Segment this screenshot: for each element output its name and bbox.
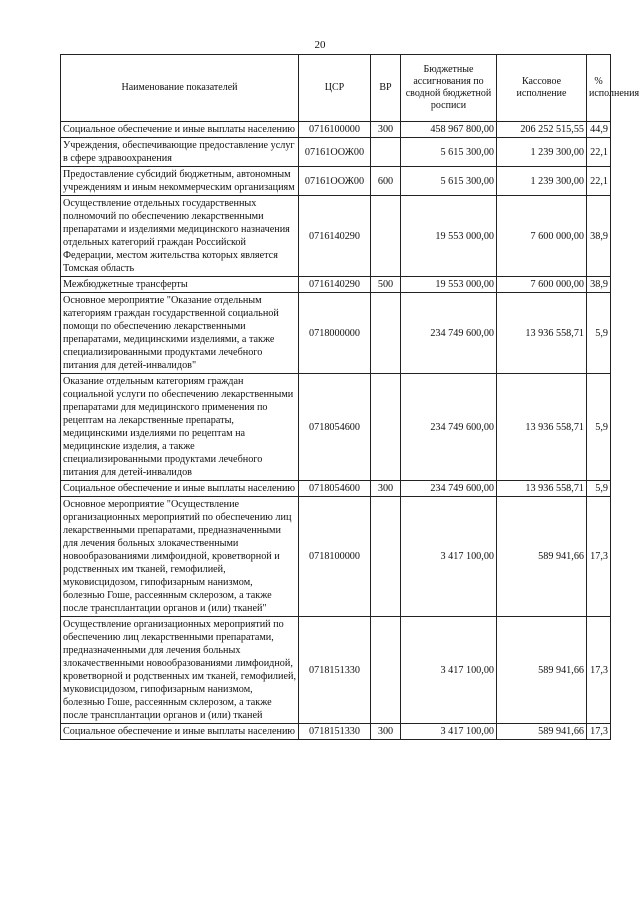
cell-cash: 7 600 000,00: [497, 196, 587, 277]
cell-code: 0716140290: [299, 277, 371, 293]
cell-budget: 3 417 100,00: [401, 497, 497, 617]
cell-cash: 206 252 515,55: [497, 122, 587, 138]
cell-cash: 13 936 558,71: [497, 293, 587, 374]
table-row: [61, 196, 611, 277]
cell-cash: 13 936 558,71: [497, 374, 587, 481]
cell-vr: 600: [371, 167, 401, 196]
cell-budget: 3 417 100,00: [401, 724, 497, 740]
table-row: [61, 617, 611, 724]
cell-pct: 38,9: [587, 277, 611, 293]
budget-table: [60, 54, 640, 740]
cell-code: 0718100000: [299, 497, 371, 617]
cell-pct: 38,9: [587, 196, 611, 277]
cell-name: Социальное обеспечение и иные выплаты населению: [61, 724, 299, 740]
cell-code: 0718000000: [299, 293, 371, 374]
cell-budget: 234 749 600,00: [401, 293, 497, 374]
cell-vr: 300: [371, 122, 401, 138]
cell-pct: 44,9: [587, 122, 611, 138]
cell-code: 0718151330: [299, 617, 371, 724]
cell-cash: 13 936 558,71: [497, 481, 587, 497]
cell-name: Оказание отдельным категориям граждан социальной услуги по обеспечению лекарственными препаратами для медицинского применения по рецептам на лекарственные препараты, медицинскими изделиями по рецептам на медицинские изделия, а также специализированными продуктами лечебного питания для детей-инвалидов: [61, 374, 299, 481]
header-vr: ВР: [371, 55, 401, 122]
cell-vr: [371, 617, 401, 724]
cell-budget: 19 553 000,00: [401, 196, 497, 277]
cell-pct: 22,1: [587, 138, 611, 167]
cell-code: 07161ООЖ00: [299, 167, 371, 196]
cell-budget: 5 615 300,00: [401, 167, 497, 196]
cell-cash: 1 239 300,00: [497, 167, 587, 196]
cell-vr: [371, 374, 401, 481]
table-row: [61, 122, 611, 138]
cell-cash: 7 600 000,00: [497, 277, 587, 293]
table-row: [61, 497, 611, 617]
header-code: ЦСР: [299, 55, 371, 122]
cell-name: Осуществление отдельных государственных полномочий по обеспечению лекарственными препаратами и изделиями медицинского назначения отдельных категорий граждан Российской Федерации, местом жительства которых является Томская область: [61, 196, 299, 277]
cell-pct: 17,3: [587, 724, 611, 740]
cell-name: Учреждения, обеспечивающие предоставление услуг в сфере здравоохранения: [61, 138, 299, 167]
cell-name: Основное мероприятие "Оказание отдельным категориям граждан государственной социальной помощи по обеспечению лекарственными препаратами, медицинскими изделиями, а также специализированными продуктами лечебного питания для детей-инвалидов": [61, 293, 299, 374]
header-cash: Кассовое исполнение: [497, 55, 587, 122]
cell-code: 0718054600: [299, 481, 371, 497]
cell-budget: 234 749 600,00: [401, 481, 497, 497]
cell-pct: 22,1: [587, 167, 611, 196]
header-pct: % исполнения: [587, 55, 611, 122]
cell-pct: 5,9: [587, 374, 611, 481]
cell-name: Основное мероприятие "Осуществление организационных мероприятий по обеспечению лиц лекарственными препаратами, предназначенными для лечения больных злокачественными новообразованиями лимфоидной, кроветворной и родственных им тканей, гемофилией, муковисцидозом, гипофизарным нанизмом, болезнью Гоше, рассеянным склерозом, а также после трансплантации органов и (или) тканей": [61, 497, 299, 617]
cell-code: 0718054600: [299, 374, 371, 481]
cell-code: 0716100000: [299, 122, 371, 138]
cell-vr: [371, 138, 401, 167]
table-row: [61, 293, 611, 374]
header-name: Наименование показателей: [61, 55, 299, 122]
cell-budget: 3 417 100,00: [401, 617, 497, 724]
cell-name: Межбюджетные трансферты: [61, 277, 299, 293]
header-budget: Бюджетные ассигнования по сводной бюджетной росписи: [401, 55, 497, 122]
cell-vr: [371, 196, 401, 277]
cell-cash: 1 239 300,00: [497, 138, 587, 167]
table-header-row: [61, 55, 611, 122]
cell-code: 0716140290: [299, 196, 371, 277]
cell-budget: 458 967 800,00: [401, 122, 497, 138]
cell-name: Осуществление организационных мероприятий по обеспечению лиц лекарственными препаратами, предназначенными для лечения больных злокачественными новообразованиями лимфоидной, кроветворной и родственных им тканей, гемофилией, муковисцидозом, гипофизарным нанизмом, болезнью Гоше, рассеянным склерозом, а также после трансплантации органов и (или) тканей: [61, 617, 299, 724]
cell-vr: 300: [371, 481, 401, 497]
table-row: [61, 138, 611, 167]
cell-budget: 19 553 000,00: [401, 277, 497, 293]
page-number: 20: [314, 39, 326, 51]
table-row: [61, 481, 611, 497]
cell-name: Предоставление субсидий бюджетным, автономным учреждениям и иным некоммерческим организациям: [61, 167, 299, 196]
cell-vr: [371, 293, 401, 374]
cell-vr: 500: [371, 277, 401, 293]
cell-code: 07161ООЖ00: [299, 138, 371, 167]
cell-name: Социальное обеспечение и иные выплаты населению: [61, 481, 299, 497]
cell-pct: 5,9: [587, 293, 611, 374]
cell-cash: 589 941,66: [497, 724, 587, 740]
cell-budget: 5 615 300,00: [401, 138, 497, 167]
table-body: [61, 122, 611, 740]
cell-pct: 17,3: [587, 497, 611, 617]
cell-vr: [371, 497, 401, 617]
table-row: [61, 724, 611, 740]
cell-budget: 234 749 600,00: [401, 374, 497, 481]
cell-pct: 17,3: [587, 617, 611, 724]
table-row: [61, 277, 611, 293]
cell-pct: 5,9: [587, 481, 611, 497]
cell-cash: 589 941,66: [497, 617, 587, 724]
table-row: [61, 374, 611, 481]
table-row: [61, 167, 611, 196]
cell-name: Социальное обеспечение и иные выплаты населению: [61, 122, 299, 138]
cell-cash: 589 941,66: [497, 497, 587, 617]
cell-vr: 300: [371, 724, 401, 740]
cell-code: 0718151330: [299, 724, 371, 740]
